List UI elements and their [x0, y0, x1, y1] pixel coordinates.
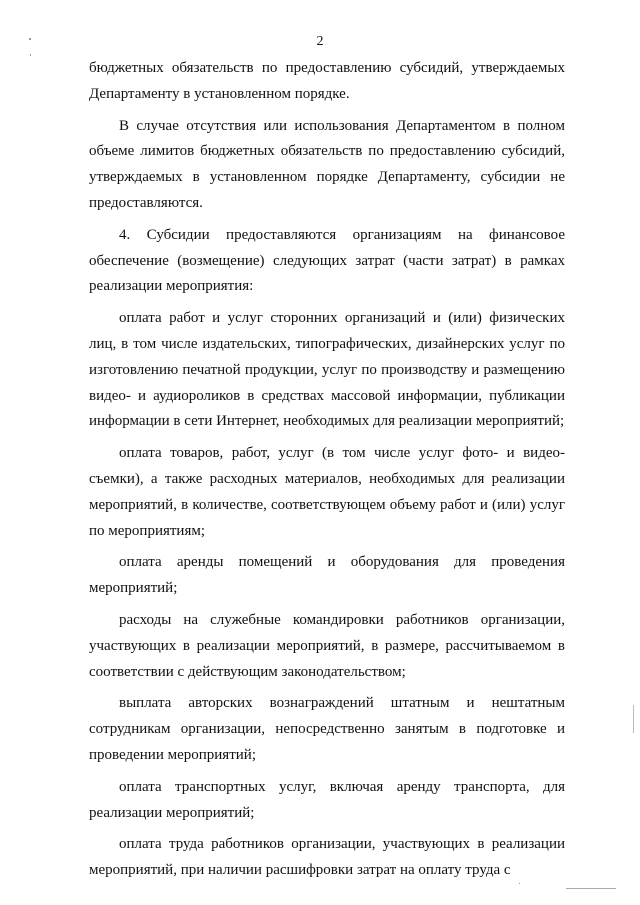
paragraph-services-payment: оплата работ и услуг сторонних организаций и (или) физических лиц, в том числе издательских, типографических, дизайнерских услуг по изготовлению печатной продукции, услуг по производству и размещению видео- и аудиороликов в средствах массовой информации, публикации информации в сети Интернет, необходимых для реализации мероприятий;: [89, 310, 565, 430]
scan-mark: [566, 888, 616, 889]
scan-mark: [29, 38, 31, 40]
paragraph-goods-payment: оплата товаров, работ, услуг (в том числе услуг фото- и видео-съемки), а также расходных материалов, необходимых для реализации мероприятий, в количестве, соответствующем объему работ и (или) услуг по мероприятиям;: [89, 445, 565, 539]
paragraph-business-trips: расходы на служебные командировки работников организации, участвующих в реализации мероприятий, в размере, рассчитываемом в соответствии с действующим законодательством;: [89, 611, 565, 680]
paragraph-limits: В случае отсутствия или использования Департаментом в полном объеме лимитов бюджетных обязательств по предоставлению субсидий, утверждаемых в установленном порядке Департаменту, субсидии не предоставляются.: [89, 117, 565, 211]
paragraph-author-fees: выплата авторских вознаграждений штатным и нештатным сотрудникам организации, непосредственно занятым в подготовке и проведении мероприятий;: [89, 695, 565, 763]
paragraph-continuation: бюджетных обязательств по предоставлению субсидий, утверждаемых Департаменту в установленном порядке.: [89, 60, 565, 102]
scan-mark: [519, 883, 520, 884]
paragraph-item-4: 4. Субсидии предоставляются организациям на финансовое обеспечение (возмещение) следующих затрат (части затрат) в рамках реализации мероприятия:: [89, 226, 565, 295]
scan-mark: [30, 54, 31, 56]
paragraph-rent-payment: оплата аренды помещений и оборудования для проведения мероприятий;: [89, 554, 565, 597]
scan-mark: [633, 705, 634, 733]
page-number: 2: [316, 34, 324, 49]
paragraph-transport: оплата транспортных услуг, включая аренду транспорта, для реализации мероприятий;: [89, 778, 565, 821]
document-body: [89, 56, 565, 884]
paragraph-labor-payment: оплата труда работников организации, участвующих в реализации мероприятий, при наличии расшифровки затрат на оплату труда с: [89, 836, 565, 879]
